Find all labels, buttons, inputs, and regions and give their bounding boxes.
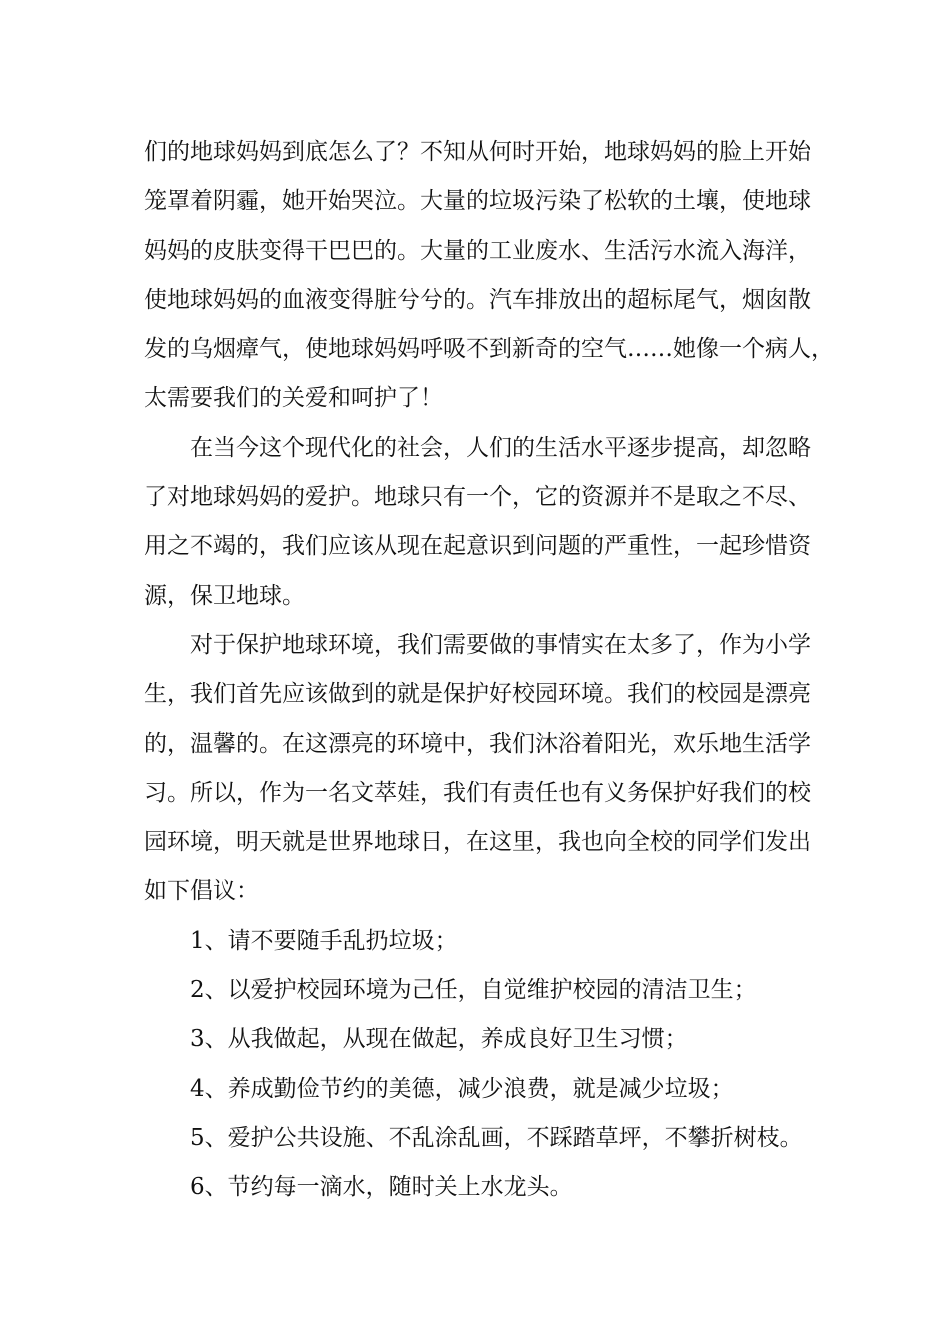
list-item: 4、养成勤俭节约的美德，减少浪费，就是减少垃圾； — [190, 1075, 734, 1102]
paragraph-earth-mother — [144, 128, 834, 424]
text-line: 生，我们首先应该做到的就是保护好校园环境。我们的校园是漂亮 — [144, 681, 811, 708]
list-item: 3、从我做起，从现在做起，养成良好卫生习惯； — [190, 1026, 688, 1053]
text-line: 如下倡议： — [144, 878, 259, 905]
text-line: 笼罩着阴霾，她开始哭泣。大量的垃圾污染了松软的土壤，使地球 — [144, 188, 811, 215]
paragraph-modern-society — [144, 424, 814, 621]
proposal-item-1 — [144, 917, 814, 966]
list-item: 2、以爱护校园环境为己任，自觉维护校园的清洁卫生； — [190, 977, 757, 1004]
list-item: 5、爱护公共设施、不乱涂乱画，不踩踏草坪，不攀折树枝。 — [190, 1124, 803, 1151]
text-line: 习。所以，作为一名文萃娃，我们有责任也有义务保护好我们的校 — [144, 779, 811, 806]
paragraph-campus-environment — [144, 621, 814, 917]
proposal-item-2 — [144, 966, 814, 1015]
text-line: 园环境，明天就是世界地球日，在这里，我也向全校的同学们发出 — [144, 829, 811, 856]
text-line: 了对地球妈妈的爱护。地球只有一个，它的资源并不是取之不尽、 — [144, 484, 811, 511]
text-line: 们的地球妈妈到底怎么了？不知从何时开始，地球妈妈的脸上开始 — [144, 139, 811, 165]
text-line: 在当今这个现代化的社会，人们的生活水平逐步提高，却忽略 — [190, 434, 811, 461]
text-line: 的，温馨的。在这漂亮的环境中，我们沐浴着阳光，欢乐地生活学 — [144, 730, 811, 757]
list-item: 1、请不要随手乱扔垃圾； — [190, 927, 458, 954]
document-body — [144, 128, 834, 1213]
text-line: 源，保卫地球。 — [144, 582, 305, 609]
proposal-item-6 — [144, 1163, 814, 1212]
text-line: 妈妈的皮肤变得干巴巴的。大量的工业废水、生活污水流入海洋， — [144, 237, 811, 264]
list-item: 6、节约每一滴水，随时关上水龙头。 — [190, 1174, 573, 1201]
text-line: 太需要我们的关爱和呵护了！ — [144, 385, 443, 412]
proposal-item-5 — [144, 1114, 814, 1163]
text-line: 用之不竭的，我们应该从现在起意识到问题的严重性，一起珍惜资 — [144, 533, 811, 560]
text-line: 使地球妈妈的血液变得脏兮兮的。汽车排放出的超标尾气，烟囱散 — [144, 286, 811, 313]
proposal-item-4 — [144, 1065, 814, 1114]
proposal-item-3 — [144, 1015, 814, 1064]
text-line: 发的乌烟瘴气，使地球妈妈呼吸不到新奇的空气……她像一个病人， — [144, 336, 834, 363]
text-line: 对于保护地球环境，我们需要做的事情实在太多了，作为小学 — [190, 631, 811, 658]
